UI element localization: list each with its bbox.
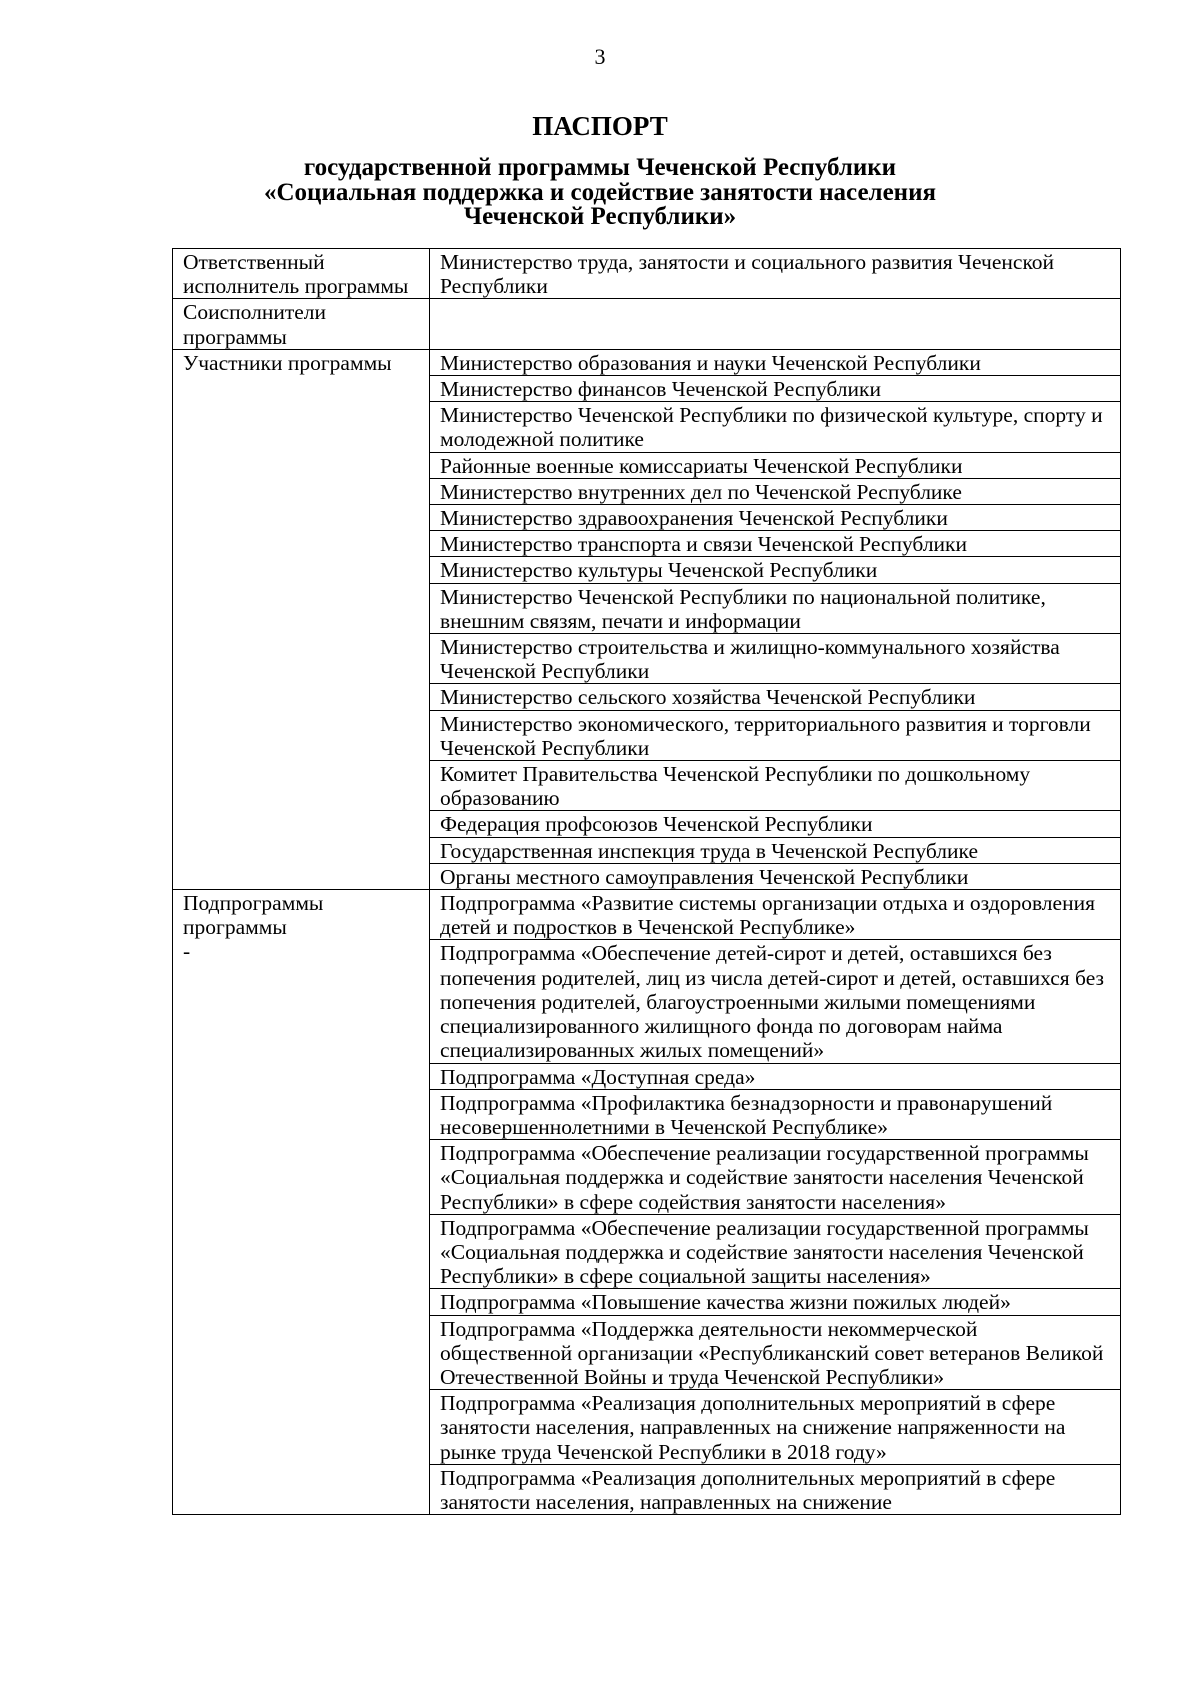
subprogram-item: Подпрограмма «Профилактика безнадзорности и правонарушений несовершеннолетними в Чеченской Республике» xyxy=(430,1089,1121,1139)
subprogram-item: Подпрограмма «Реализация дополнительных мероприятий в сфере занятости населения, направленных на снижение xyxy=(430,1464,1121,1514)
row-label-subprograms xyxy=(173,890,430,1515)
subprogram-item: Подпрограмма «Развитие системы организации отдыха и оздоровления детей и подростков в Чеченской Республике» xyxy=(430,890,1121,940)
subprogram-item: Подпрограмма «Поддержка деятельности некоммерческой общественной организации «Республиканский совет ветеранов Великой Отечественной Войны и труда Чеченской Республики» xyxy=(430,1315,1121,1390)
table-row xyxy=(173,349,1121,375)
page-number: 3 xyxy=(594,44,606,69)
participant-item: Министерство Чеченской Республики по физической культуре, спорту и молодежной политике xyxy=(430,402,1121,452)
row-label-responsible: Ответственный исполнитель программы xyxy=(173,249,430,299)
row-label-participants-text: Участники программы xyxy=(183,350,392,375)
participant-item: Министерство экономического, территориального развития и торговли Чеченской Республики xyxy=(430,710,1121,760)
participant-item: Министерство культуры Чеченской Республики xyxy=(430,557,1121,583)
passport-table xyxy=(172,248,1121,1515)
document-subtitle xyxy=(0,156,1200,230)
row-label-participants xyxy=(173,349,430,889)
participant-item: Министерство Чеченской Республики по национальной политике, внешним связям, печати и информации xyxy=(430,583,1121,633)
subprogram-item: Подпрограмма «Обеспечение реализации государственной программы «Социальная поддержка и содействие занятости населения Чеченской Республики» в сфере содействия занятости населения» xyxy=(430,1140,1121,1215)
subprogram-item: Подпрограмма «Обеспечение реализации государственной программы «Социальная поддержка и содействие занятости населения Чеченской Республики» в сфере социальной защиты населения» xyxy=(430,1214,1121,1289)
subprogram-item: Подпрограмма «Доступная среда» xyxy=(430,1063,1121,1089)
row-value-responsible: Министерство труда, занятости и социального развития Чеченской Республики xyxy=(430,249,1121,299)
label-dash: - xyxy=(183,939,191,964)
participant-item: Министерство финансов Чеченской Республики xyxy=(430,376,1121,402)
participant-item: Министерство строительства и жилищно-коммунального хозяйства Чеченской Республики xyxy=(430,634,1121,684)
participant-item: Министерство образования и науки Чеченской Республики xyxy=(430,349,1121,375)
document-title: ПАСПОРТ xyxy=(532,111,668,141)
subprogram-item: Подпрограмма «Обеспечение детей-сирот и детей, оставшихся без попечения родителей, лиц из числа детей-сирот и детей, оставшихся без попечения родителей, благоустроенными жилыми помещениями специализированного жилищного фонда по договорам найма специализированных жилых помещений» xyxy=(430,940,1121,1063)
row-value-coexecutors xyxy=(430,299,1121,349)
subprogram-item: Подпрограмма «Реализация дополнительных мероприятий в сфере занятости населения, направленных на снижение напряженности на рынке труда Чеченской Республики в 2018 году» xyxy=(430,1390,1121,1465)
subtitle-line: «Социальная поддержка и содействие занятости населения xyxy=(263,178,936,206)
participant-item: Комитет Правительства Чеченской Республики по дошкольному образованию xyxy=(430,761,1121,811)
subprogram-item: Подпрограмма «Повышение качества жизни пожилых людей» xyxy=(430,1289,1121,1315)
participant-item: Районные военные комиссариаты Чеченской Республики xyxy=(430,452,1121,478)
participant-item: Министерство внутренних дел по Чеченской Республике xyxy=(430,478,1121,504)
participant-item: Министерство здравоохранения Чеченской Республики xyxy=(430,505,1121,531)
participant-item: Министерство транспорта и связи Чеченской Республики xyxy=(430,531,1121,557)
subtitle-line: государственной программы Чеченской Республики xyxy=(303,154,897,181)
row-label-coexecutors: Соисполнители программы xyxy=(173,299,430,349)
table-row xyxy=(173,249,1121,299)
table-row xyxy=(173,890,1121,940)
participant-item: Федерация профсоюзов Чеченской Республики xyxy=(430,811,1121,837)
participant-item: Органы местного самоуправления Чеченской Республики xyxy=(430,863,1121,889)
subtitle-line: Чеченской Республики» xyxy=(463,203,737,230)
participant-item: Государственная инспекция труда в Чеченской Республике xyxy=(430,837,1121,863)
title-block xyxy=(0,110,1200,230)
table-row xyxy=(173,299,1121,349)
participant-item: Министерство сельского хозяйства Чеченской Республики xyxy=(430,684,1121,710)
row-label-subprograms-text: Подпрограммы программы xyxy=(183,891,324,940)
